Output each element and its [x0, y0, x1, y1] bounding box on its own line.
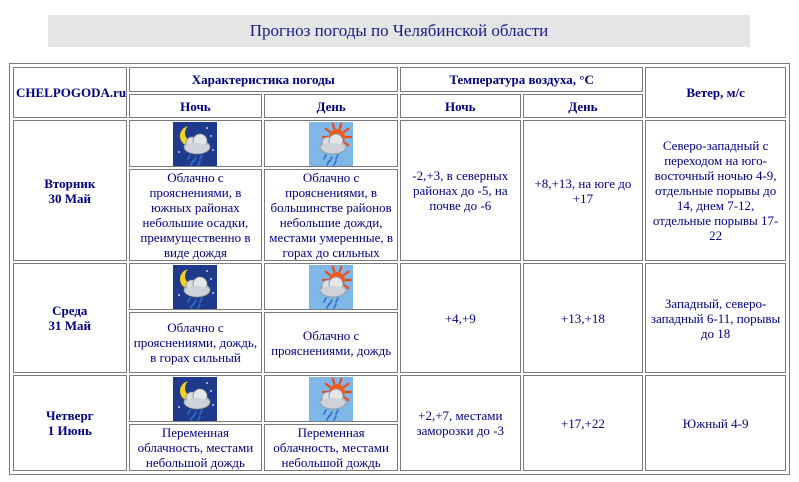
- day-name: Вторник: [44, 175, 96, 191]
- weather-table: [11, 65, 788, 473]
- day-description: Облачно с прояснениями, в большинстве районов небольшие дожди, местами умеренные, в горах до сильных: [264, 169, 398, 261]
- page-title: Прогноз погоды по Челябинской области: [48, 15, 750, 47]
- day-icon-cell: [264, 120, 398, 167]
- day-date: 30 Май: [48, 190, 92, 206]
- night-icon-cell: [129, 375, 263, 422]
- sun-cloud-rain-icon: [309, 377, 353, 421]
- day-icon-cell: [264, 263, 398, 310]
- wind: Северо-западный с переходом на юго-восточный ночью 4-9, отдельные порывы до 14, днем 7-12, отдельные порывы 17-22: [645, 120, 786, 261]
- night-description: Переменная облачность, местами небольшой дождь: [129, 424, 263, 471]
- day-description: Облачно с прояснениями, дождь: [264, 312, 398, 373]
- moon-cloud-rain-icon: [173, 265, 217, 309]
- day-label: [13, 263, 127, 373]
- temp-night: -2,+3, в северных районах до -5, на почве до -6: [400, 120, 521, 261]
- day-date: 31 Май: [48, 318, 92, 333]
- header-wind: Ветер, м/с: [645, 67, 786, 118]
- temp-night: +4,+9: [400, 263, 521, 373]
- day-label: [13, 375, 127, 471]
- header-char-day: День: [264, 94, 398, 118]
- header-temp-day: День: [523, 94, 644, 118]
- sun-cloud-rain-icon: [309, 122, 353, 166]
- temp-day: +8,+13, на юге до +17: [523, 120, 644, 261]
- wind: Южный 4-9: [645, 375, 786, 471]
- temp-day: +13,+18: [523, 263, 644, 373]
- day-date: 1 Июнь: [47, 423, 92, 438]
- temp-night: +2,+7, местами заморозки до -3: [400, 375, 521, 471]
- header-characteristic: Характеристика погоды: [129, 67, 398, 92]
- moon-cloud-rain-icon: [173, 377, 217, 421]
- night-description: Облачно с прояснениями, дождь, в горах сильный: [129, 312, 263, 373]
- header-char-night: Ночь: [129, 94, 263, 118]
- wind: Западный, северо-западный 6-11, порывы до 18: [645, 263, 786, 373]
- night-icon-cell: [129, 120, 263, 167]
- temp-day: +17,+22: [523, 375, 644, 471]
- header-temperature: Температура воздуха, °С: [400, 67, 643, 92]
- day-icon-cell: [264, 375, 398, 422]
- day-label: [13, 120, 127, 261]
- moon-cloud-rain-icon: [173, 122, 217, 166]
- site-brand: CHELPOGODA.ru: [13, 67, 127, 118]
- sun-cloud-rain-icon: [309, 265, 353, 309]
- night-icon-cell: [129, 263, 263, 310]
- header-temp-night: Ночь: [400, 94, 521, 118]
- day-name: Среда: [52, 303, 88, 318]
- night-description: Облачно с прояснениями, в южных районах небольшие осадки, преимущественно в виде дождя: [129, 169, 263, 261]
- day-name: Четверг: [45, 408, 94, 423]
- day-description: Переменная облачность, местами небольшой дождь: [264, 424, 398, 471]
